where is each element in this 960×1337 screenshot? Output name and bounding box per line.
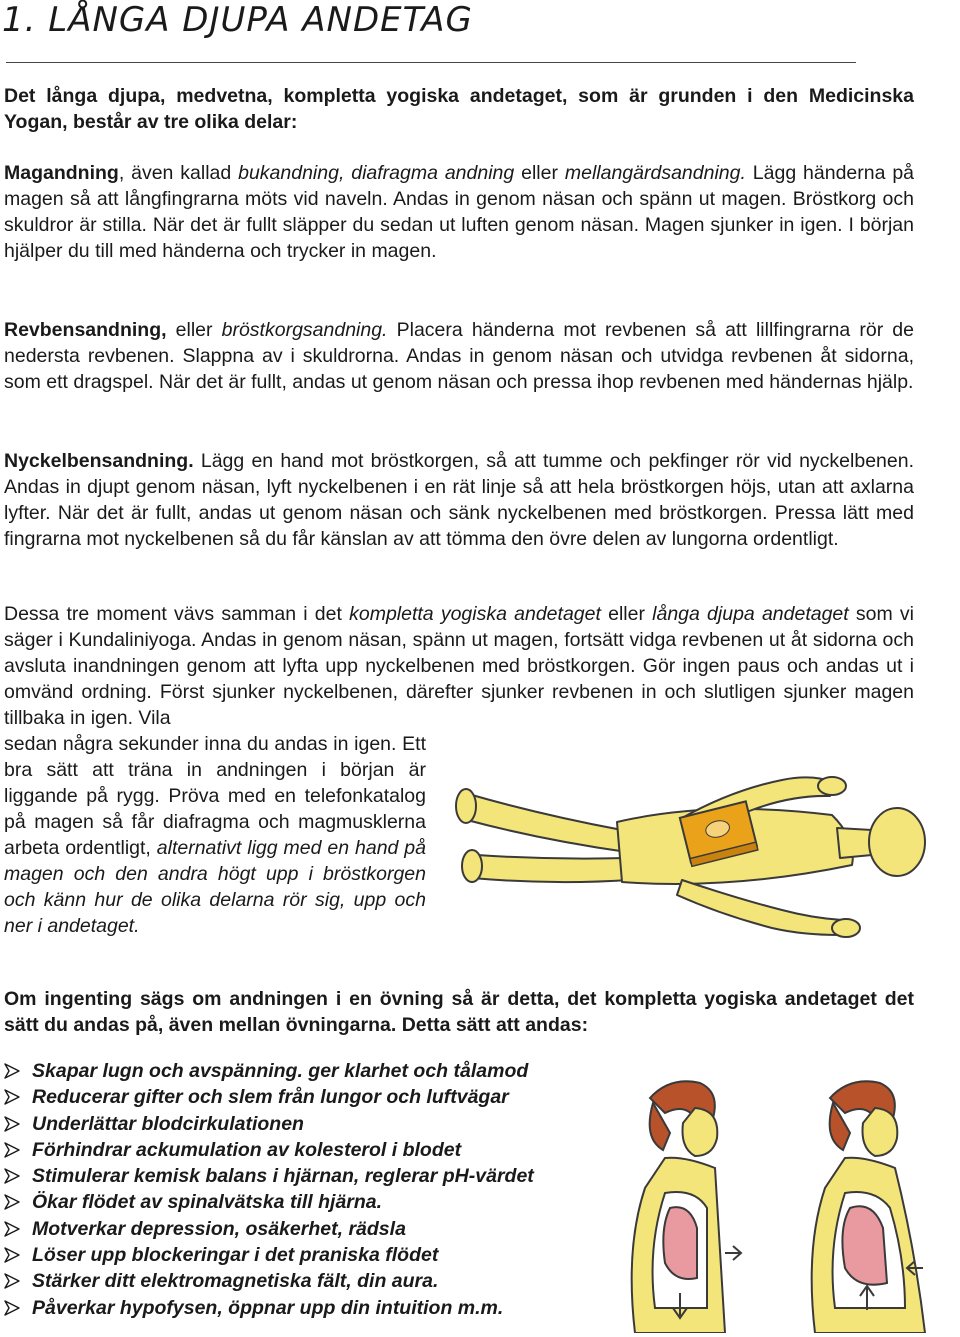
benefit-text: Löser upp blockeringar i det praniska flödet [32,1244,439,1267]
text: Placera händerna mot revbenen så att lillfingrarna rör de nedersta revbenen. Slappna av i skuldrorna. Andas in genom näsan och utvidga revbenen åt sidorna, som ett dragspel. När det är fullt, andas ut genom näsan och pressa ihop revbenen med händernas hjälp. [4,319,914,393]
benefit-item [4,1189,644,1215]
benefit-item [4,1163,644,1189]
text: sedan några sekunder inna du andas in igen. Ett bra sätt att träna in andningen i början är liggande på rygg. Pröva med en telefonkatalog på magen så får diafragma och magmusklerna arbeta ordentligt, [4,733,426,859]
breathing-torso-illustration [625,1078,955,1333]
intro-paragraph: Det långa djupa, medvetna, kompletta yogiska andetaget, som är grunden i den Medicinska Yogan, består av tre olika delar: [4,85,914,133]
italic-text: alternativt ligg med en hand på magen och den andra högt upp i bröstkorgen och känn hur de olika delarna rör sig, upp och ner i andetaget. [4,837,426,937]
paragraph-magandning [4,160,914,264]
title-underline [6,62,856,63]
benefit-item [4,1111,644,1137]
benefit-text: Stimulerar kemisk balans i hjärnan, reglerar pH-värdet [32,1165,534,1188]
term: kompletta yogiska andetaget [349,603,601,625]
summary-paragraph: Om ingenting sägs om andningen i en övning så är detta, det kompletta yogiska andetaget det sätt du andas på, även mellan övningarna. Detta sätt att andas: [4,988,914,1036]
benefit-text: Underlättar blodcirkulationen [32,1112,304,1135]
arrow-bullet-icon [4,1168,20,1184]
text: Dessa tre moment vävs samman i det [4,603,350,625]
arrow-bullet-icon [4,1273,20,1289]
benefit-item [4,1084,644,1110]
text: som vi säger i Kundaliniyoga. Andas in genom näsan, spänn ut magen, fortsätt vidga revbenen ut åt sidorna och avsluta inandningen genom att lyfta upp nyckelbenen med bröstkorgen. Gör ingen paus och andas ut i omvänd ordning. Först sjunker nyckelbenen, därefter sjunker revbenen in och slutligen sjunker magen tillbaka in igen. Vila [4,603,915,729]
benefit-text: Förhindrar ackumulation av kolesterol i blodet [32,1138,462,1161]
paragraph-practice [4,731,426,939]
lying-figure-illustration [452,760,952,950]
heading-nyckelbensandning: Nyckelbensandning. [4,450,194,472]
benefit-item [4,1216,644,1242]
benefit-item [4,1058,644,1084]
benefit-item [4,1268,644,1294]
benefit-item [4,1137,644,1163]
arrow-bullet-icon [4,1089,20,1105]
term: långa djupa andetaget [652,603,849,625]
text: eller [166,319,222,341]
paragraph-komplett [4,601,914,731]
text: Lägg händerna på magen så att långfingrarna möts vid naveln. Andas in genom näsan och spänn ut magen. Bröstkorg och skuldror är stilla. När det är fullt släpper du sedan ut luften genom näsan. Magen sjunker in igen. I början hjälper du till med händerna och trycker in magen. [4,162,915,262]
arrow-bullet-icon [4,1221,20,1237]
arrow-bullet-icon [4,1063,20,1079]
benefit-text: Ökar flödet av spinalvätska till hjärna. [32,1191,383,1214]
text: eller [514,162,565,184]
arrow-bullet-icon [4,1247,20,1263]
text: , även kallad [118,162,239,184]
heading-revbensandning: Revbensandning, [4,319,167,341]
page-title: 1. LÅNGA DJUPA ANDETAG [2,0,473,40]
term: mellangärdsandning. [564,162,746,184]
arrow-bullet-icon [4,1194,20,1210]
benefit-item [4,1242,644,1268]
paragraph-revbensandning [4,317,914,395]
benefit-text: Skapar lugn och avspänning. ger klarhet och tålamod [32,1060,529,1082]
heading-magandning: Magandning [4,162,119,184]
benefit-text: Motverkar depression, osäkerhet, rädsla [32,1217,406,1240]
term: bröstkorgsandning. [221,319,388,341]
benefit-text: Påverkar hypofysen, öppnar upp din intuition m.m. [32,1296,504,1319]
benefit-text: Reducerar gifter och slem från lungor och luftvägar [32,1086,509,1109]
arrow-bullet-icon [4,1142,20,1158]
term: bukandning, diafragma andning [238,162,515,184]
text: eller [600,603,653,625]
benefits-list [4,1058,644,1321]
arrow-bullet-icon [4,1116,20,1132]
arrow-bullet-icon [4,1300,20,1316]
paragraph-nyckelbensandning [4,448,914,552]
benefit-text: Stärker ditt elektromagnetiska fält, din aura. [32,1270,439,1293]
text: Lägg en hand mot bröstkorgen, så att tumme och pekfinger rör vid nyckelbenen. Andas in djupt genom näsan, lyft nyckelbenen i en rät linje så att hela bröstkorgen höjs, utan att axlarna lyfter. När det är fullt, andas ut genom näsan och sänk nyckelbenen med bröstkorgen. Pressa lätt med fingrarna mot nyckelbenen så du får känslan av att tömma den övre delen av lungorna ordentligt. [4,450,914,550]
benefit-item [4,1295,644,1321]
